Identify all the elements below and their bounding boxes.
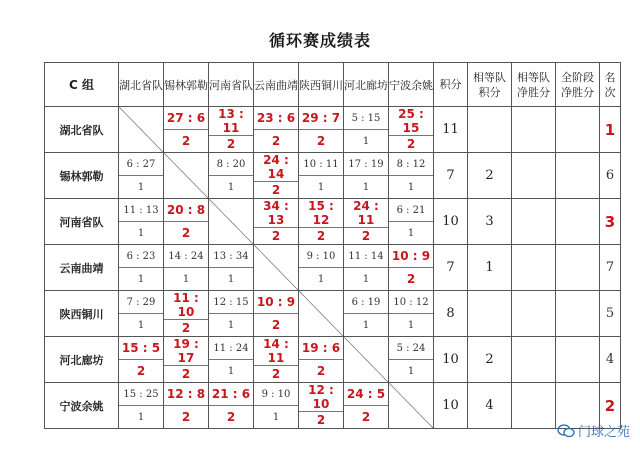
total-points: 10	[434, 199, 468, 245]
match-cell-win	[344, 199, 389, 245]
group-label: C 组	[45, 63, 119, 107]
diagonal-cell	[344, 337, 389, 383]
match-points: 2	[181, 226, 191, 240]
h2h-net	[512, 199, 556, 245]
col-rank: 名次	[600, 63, 621, 107]
table-row	[45, 291, 621, 337]
h2h-net	[512, 107, 556, 153]
match-score: 9 : 10	[254, 383, 298, 406]
rank: 6	[600, 153, 621, 199]
table-row	[45, 245, 621, 291]
match-points: 1	[362, 181, 370, 193]
diagonal-cell	[254, 245, 299, 291]
match-cell-loss	[119, 153, 164, 199]
h2h-points: 1	[468, 245, 512, 291]
match-points: 1	[137, 227, 145, 239]
row-team-name: 宁波余姚	[45, 383, 119, 429]
match-cell-win	[299, 199, 344, 245]
match-points: 2	[406, 272, 416, 286]
match-cell-loss	[209, 245, 254, 291]
match-score: 13 : 11	[209, 107, 253, 136]
col-h2h-net: 相等队净胜分	[512, 63, 556, 107]
match-points: 1	[362, 273, 370, 285]
match-cell-loss	[119, 199, 164, 245]
h2h-net	[512, 153, 556, 199]
match-score: 34 : 13	[254, 199, 298, 228]
diagonal-cell	[119, 107, 164, 153]
match-points: 2	[181, 410, 191, 424]
wechat-icon	[557, 424, 575, 438]
overall-net	[556, 107, 600, 153]
col-team-1: 锡林郭勒	[164, 63, 209, 107]
match-cell-loss	[344, 291, 389, 337]
page-title: 循环赛成绩表	[268, 31, 371, 50]
match-cell-win	[164, 383, 209, 429]
match-points: 2	[271, 134, 281, 148]
h2h-net	[512, 245, 556, 291]
match-score: 6 : 27	[119, 153, 163, 176]
match-score: 10 : 11	[299, 153, 343, 176]
diagonal-cell	[389, 383, 434, 429]
total-points: 10	[434, 337, 468, 383]
diagonal-cell	[164, 153, 209, 199]
h2h-points: 3	[468, 199, 512, 245]
round-robin-table	[44, 62, 621, 429]
match-cell-win	[299, 337, 344, 383]
match-score: 6 : 19	[344, 291, 388, 314]
rank: 7	[600, 245, 621, 291]
table-row	[45, 199, 621, 245]
rank: 3	[600, 199, 621, 245]
h2h-points: 4	[468, 383, 512, 429]
match-points: 2	[226, 410, 236, 424]
row-team-name: 陕西铜川	[45, 291, 119, 337]
match-points: 2	[316, 134, 326, 148]
col-team-2: 河南省队	[209, 63, 254, 107]
match-cell-win	[119, 337, 164, 383]
match-score: 5 : 24	[389, 337, 433, 360]
match-cell-loss	[344, 245, 389, 291]
match-score: 21 : 6	[209, 383, 253, 406]
match-points: 2	[361, 410, 371, 424]
match-score: 23 : 6	[254, 107, 298, 130]
match-score: 17 : 19	[344, 153, 388, 176]
col-overall-net: 全阶段净胜分	[556, 63, 600, 107]
row-team-name: 河南省队	[45, 199, 119, 245]
match-cell-loss	[389, 153, 434, 199]
match-cell-win	[389, 107, 434, 153]
match-cell-win	[209, 383, 254, 429]
match-score: 6 : 21	[389, 199, 433, 222]
rank: 2	[600, 383, 621, 429]
match-points: 1	[407, 227, 415, 239]
match-cell-loss	[299, 245, 344, 291]
match-score: 15 : 12	[299, 199, 343, 228]
total-points: 7	[434, 153, 468, 199]
match-score: 10 : 9	[389, 245, 433, 268]
match-score: 15 : 25	[119, 383, 163, 406]
match-score: 11 : 14	[344, 245, 388, 268]
match-score: 12 : 8	[164, 383, 208, 406]
h2h-net	[512, 337, 556, 383]
match-score: 12 : 15	[209, 291, 253, 314]
h2h-net	[512, 291, 556, 337]
match-points: 2	[316, 413, 326, 427]
match-cell-win	[254, 291, 299, 337]
col-team-5: 河北廊坊	[344, 63, 389, 107]
total-points: 11	[434, 107, 468, 153]
match-cell-loss	[389, 291, 434, 337]
total-points: 7	[434, 245, 468, 291]
match-points: 2	[271, 367, 281, 381]
match-points: 2	[271, 229, 281, 243]
match-points: 1	[362, 319, 370, 331]
match-points: 2	[181, 367, 191, 381]
match-points: 1	[317, 273, 325, 285]
match-points: 1	[227, 319, 235, 331]
match-points: 1	[407, 365, 415, 377]
match-score: 6 : 23	[119, 245, 163, 268]
match-points: 2	[316, 229, 326, 243]
match-cell-win	[299, 107, 344, 153]
match-score: 11 : 24	[209, 337, 253, 360]
rank: 5	[600, 291, 621, 337]
match-cell-win	[164, 199, 209, 245]
h2h-points	[468, 291, 512, 337]
row-team-name: 云南曲靖	[45, 245, 119, 291]
match-points: 1	[362, 135, 370, 147]
match-cell-win	[254, 107, 299, 153]
match-points: 1	[407, 181, 415, 193]
match-points: 1	[317, 181, 325, 193]
match-points: 2	[226, 137, 236, 151]
match-score: 5 : 15	[344, 107, 388, 130]
row-team-name: 湖北省队	[45, 107, 119, 153]
match-score: 14 : 11	[254, 337, 298, 366]
match-cell-loss	[209, 337, 254, 383]
watermark	[557, 421, 630, 440]
match-score: 7 : 29	[119, 291, 163, 314]
match-cell-win	[299, 383, 344, 429]
match-points: 2	[316, 364, 326, 378]
match-cell-win	[164, 337, 209, 383]
match-cell-win	[344, 383, 389, 429]
match-points: 1	[227, 273, 235, 285]
match-points: 1	[272, 411, 280, 423]
match-score: 11 : 13	[119, 199, 163, 222]
row-team-name: 河北廊坊	[45, 337, 119, 383]
match-points: 2	[181, 321, 191, 335]
match-cell-loss	[254, 383, 299, 429]
match-score: 25 : 15	[389, 107, 433, 136]
match-score: 24 : 14	[254, 153, 298, 182]
match-score: 24 : 11	[344, 199, 388, 228]
match-score: 24 : 5	[344, 383, 388, 406]
h2h-points: 2	[468, 153, 512, 199]
match-cell-loss	[299, 153, 344, 199]
match-points: 2	[406, 137, 416, 151]
match-score: 29 : 7	[299, 107, 343, 130]
match-points: 1	[137, 273, 145, 285]
table-row	[45, 383, 621, 429]
match-points: 1	[182, 273, 190, 285]
match-cell-loss	[344, 153, 389, 199]
header-row	[45, 63, 621, 107]
rank: 1	[600, 107, 621, 153]
match-cell-loss	[209, 153, 254, 199]
col-team-6: 宁波余姚	[389, 63, 434, 107]
match-cell-loss	[389, 199, 434, 245]
match-score: 13 : 34	[209, 245, 253, 268]
match-cell-win	[254, 337, 299, 383]
table-row	[45, 107, 621, 153]
match-score: 19 : 17	[164, 337, 208, 366]
match-score: 20 : 8	[164, 199, 208, 222]
match-cell-win	[209, 107, 254, 153]
match-points: 2	[271, 183, 281, 197]
match-points: 2	[361, 229, 371, 243]
match-points: 1	[137, 181, 145, 193]
match-score: 8 : 20	[209, 153, 253, 176]
table-row	[45, 337, 621, 383]
match-score: 10 : 12	[389, 291, 433, 314]
match-points: 2	[181, 134, 191, 148]
overall-net	[556, 245, 600, 291]
rank: 4	[600, 337, 621, 383]
col-team-3: 云南曲靖	[254, 63, 299, 107]
match-score: 10 : 9	[254, 291, 298, 314]
match-points: 2	[271, 318, 281, 332]
table-row	[45, 153, 621, 199]
col-points: 积分	[434, 63, 468, 107]
match-cell-win	[164, 107, 209, 153]
match-cell-win	[389, 245, 434, 291]
match-score: 12 : 10	[299, 383, 343, 412]
overall-net	[556, 153, 600, 199]
match-score: 9 : 10	[299, 245, 343, 268]
match-points: 2	[136, 364, 146, 378]
match-score: 27 : 6	[164, 107, 208, 130]
overall-net	[556, 337, 600, 383]
match-cell-loss	[209, 291, 254, 337]
match-cell-win	[164, 291, 209, 337]
match-cell-win	[254, 153, 299, 199]
diagonal-cell	[299, 291, 344, 337]
match-score: 11 : 10	[164, 291, 208, 320]
row-team-name: 锡林郭勒	[45, 153, 119, 199]
total-points: 8	[434, 291, 468, 337]
match-cell-loss	[164, 245, 209, 291]
match-cell-loss	[119, 383, 164, 429]
match-cell-win	[254, 199, 299, 245]
h2h-net	[512, 383, 556, 429]
match-score: 15 : 5	[119, 337, 163, 360]
overall-net	[556, 291, 600, 337]
diagonal-cell	[209, 199, 254, 245]
match-score: 19 : 6	[299, 337, 343, 360]
match-cell-loss	[119, 291, 164, 337]
match-points: 1	[137, 411, 145, 423]
match-score: 14 : 24	[164, 245, 208, 268]
match-points: 1	[227, 181, 235, 193]
match-points: 1	[407, 319, 415, 331]
total-points: 10	[434, 383, 468, 429]
match-points: 1	[227, 365, 235, 377]
match-cell-loss	[119, 245, 164, 291]
match-score: 8 : 12	[389, 153, 433, 176]
overall-net	[556, 199, 600, 245]
col-team-4: 陕西铜川	[299, 63, 344, 107]
col-h2h-points: 相等队积分	[468, 63, 512, 107]
h2h-points: 2	[468, 337, 512, 383]
match-cell-loss	[389, 337, 434, 383]
match-cell-loss	[344, 107, 389, 153]
h2h-points	[468, 107, 512, 153]
match-points: 1	[137, 319, 145, 331]
watermark-text: 门球之苑	[577, 425, 630, 440]
col-team-0: 湖北省队	[119, 63, 164, 107]
